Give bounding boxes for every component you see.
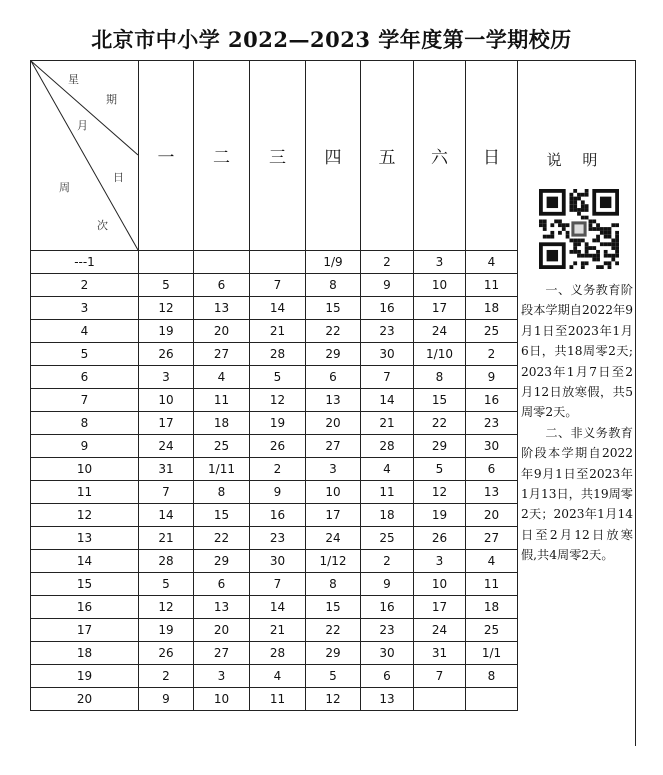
week-number-cell: 9 (31, 435, 139, 458)
page-title: 北京市中小学 2022—2023 学年度第一学期校历 (91, 27, 572, 52)
weekday-header-tue: 二 (194, 61, 250, 251)
table-row (31, 297, 518, 320)
date-cell: 6 (466, 458, 518, 481)
date-cell: 7 (250, 274, 306, 297)
table-row (31, 642, 518, 665)
date-cell: 20 (194, 619, 250, 642)
date-cell: 15 (306, 596, 361, 619)
date-cell: 17 (414, 596, 466, 619)
date-cell: 17 (414, 297, 466, 320)
date-cell: 21 (361, 412, 414, 435)
date-cell: 9 (139, 688, 194, 711)
date-cell: 13 (466, 481, 518, 504)
date-cell: 15 (194, 504, 250, 527)
date-cell (466, 688, 518, 711)
date-cell: 22 (414, 412, 466, 435)
date-cell: 11 (250, 688, 306, 711)
date-cell: 13 (194, 596, 250, 619)
date-cell: 3 (139, 366, 194, 389)
table-row (31, 665, 518, 688)
week-number-cell: 11 (31, 481, 139, 504)
week-number-cell: 4 (31, 320, 139, 343)
table-row (31, 504, 518, 527)
week-number-cell: 8 (31, 412, 139, 435)
weekday-header-sun: 日 (466, 61, 518, 251)
date-cell: 5 (414, 458, 466, 481)
week-number-cell: 13 (31, 527, 139, 550)
corner-label-qi: 期 (106, 93, 117, 106)
date-cell: 29 (306, 642, 361, 665)
week-number-cell: 14 (31, 550, 139, 573)
date-cell: 2 (466, 343, 518, 366)
date-cell: 24 (414, 320, 466, 343)
date-cell: 24 (139, 435, 194, 458)
date-cell: 26 (414, 527, 466, 550)
date-cell: 10 (194, 688, 250, 711)
date-cell: 16 (250, 504, 306, 527)
date-cell: 18 (194, 412, 250, 435)
date-cell: 2 (361, 251, 414, 274)
corner-label-yue: 月 (77, 119, 88, 132)
table-row (31, 596, 518, 619)
weekday-header-fri: 五 (361, 61, 414, 251)
date-cell: 22 (306, 619, 361, 642)
date-cell: 21 (250, 619, 306, 642)
date-cell: 23 (466, 412, 518, 435)
week-number-cell: 7 (31, 389, 139, 412)
date-cell: 11 (361, 481, 414, 504)
date-cell: 4 (361, 458, 414, 481)
date-cell: 25 (466, 619, 518, 642)
date-cell: 1/9 (306, 251, 361, 274)
week-number-cell: 10 (31, 458, 139, 481)
date-cell: 9 (250, 481, 306, 504)
date-cell: 27 (194, 343, 250, 366)
date-cell: 20 (194, 320, 250, 343)
weekday-header-mon: 一 (139, 61, 194, 251)
date-cell: 23 (361, 619, 414, 642)
date-cell: 31 (139, 458, 194, 481)
table-row (31, 389, 518, 412)
date-cell: 27 (194, 642, 250, 665)
date-cell: 2 (139, 665, 194, 688)
date-cell: 14 (361, 389, 414, 412)
week-number-cell: 20 (31, 688, 139, 711)
date-cell: 2 (361, 550, 414, 573)
date-cell: 21 (250, 320, 306, 343)
date-cell: 25 (466, 320, 518, 343)
calendar-table (30, 60, 518, 711)
corner-label-zhou: 周 (59, 181, 70, 194)
date-cell: 5 (306, 665, 361, 688)
date-cell: 10 (139, 389, 194, 412)
notes-title: 说 明 (546, 151, 606, 169)
table-row (31, 320, 518, 343)
date-cell: 27 (306, 435, 361, 458)
date-cell: 1/11 (194, 458, 250, 481)
date-cell: 8 (306, 573, 361, 596)
date-cell: 14 (139, 504, 194, 527)
date-cell: 29 (194, 550, 250, 573)
note-paragraph-non-compulsory: 二、非义务教育阶段本学期自2022年9月1日至2023年1月13日，共19周零2天；2023年1月14日至2月12日放寒假,共4周零2天。 (521, 425, 633, 563)
date-cell: 13 (194, 297, 250, 320)
table-row (31, 343, 518, 366)
date-cell: 20 (466, 504, 518, 527)
date-cell: 20 (306, 412, 361, 435)
date-cell: 10 (306, 481, 361, 504)
week-number-cell: 5 (31, 343, 139, 366)
table-row (31, 527, 518, 550)
date-cell: 30 (250, 550, 306, 573)
date-cell: 30 (466, 435, 518, 458)
date-cell: 10 (414, 573, 466, 596)
date-cell: 7 (414, 665, 466, 688)
date-cell: 5 (139, 274, 194, 297)
date-cell: 5 (139, 573, 194, 596)
note-paragraph-compulsory: 一、义务教育阶段本学期自2022年9月1日至2023年1月6日，共18周零2天;2023年1月7日至2月12日放寒假，共5周零2天。 (521, 283, 633, 420)
date-cell: 17 (139, 412, 194, 435)
date-cell: 4 (250, 665, 306, 688)
date-cell: 27 (466, 527, 518, 550)
weekday-header-sat: 六 (414, 61, 466, 251)
date-cell (414, 688, 466, 711)
date-cell: 1/12 (306, 550, 361, 573)
date-cell: 29 (306, 343, 361, 366)
date-cell: 10 (414, 274, 466, 297)
date-cell: 18 (466, 596, 518, 619)
date-cell: 8 (466, 665, 518, 688)
date-cell: 6 (194, 573, 250, 596)
week-number-cell: 17 (31, 619, 139, 642)
date-cell: 12 (139, 596, 194, 619)
date-cell: 17 (306, 504, 361, 527)
weekday-header-thu: 四 (306, 61, 361, 251)
date-cell: 24 (306, 527, 361, 550)
date-cell: 21 (139, 527, 194, 550)
date-cell: 19 (139, 320, 194, 343)
date-cell: 3 (306, 458, 361, 481)
week-number-cell: 19 (31, 665, 139, 688)
date-cell (194, 251, 250, 274)
date-cell: 25 (194, 435, 250, 458)
date-cell: 18 (466, 297, 518, 320)
date-cell: 28 (250, 343, 306, 366)
date-cell: 26 (139, 642, 194, 665)
date-cell: 9 (466, 366, 518, 389)
date-cell: 11 (466, 274, 518, 297)
week-number-cell: 12 (31, 504, 139, 527)
date-cell: 23 (361, 320, 414, 343)
date-cell: 19 (139, 619, 194, 642)
table-row (31, 550, 518, 573)
corner-label-ri: 日 (113, 171, 124, 184)
date-cell: 14 (250, 297, 306, 320)
weekday-header-wed: 三 (250, 61, 306, 251)
date-cell: 13 (361, 688, 414, 711)
date-cell (139, 251, 194, 274)
date-cell: 19 (414, 504, 466, 527)
date-cell: 3 (414, 251, 466, 274)
date-cell: 30 (361, 343, 414, 366)
date-cell: 24 (414, 619, 466, 642)
date-cell: 14 (250, 596, 306, 619)
table-row (31, 435, 518, 458)
week-number-cell: 16 (31, 596, 139, 619)
date-cell: 2 (250, 458, 306, 481)
date-cell: 25 (361, 527, 414, 550)
date-cell: 23 (250, 527, 306, 550)
date-cell: 7 (361, 366, 414, 389)
date-cell: 4 (194, 366, 250, 389)
date-cell: 6 (306, 366, 361, 389)
date-cell: 5 (250, 366, 306, 389)
week-number-cell: ---1 (31, 251, 139, 274)
corner-label-ci: 次 (97, 219, 108, 232)
date-cell: 9 (361, 274, 414, 297)
date-cell: 31 (414, 642, 466, 665)
date-cell: 8 (414, 366, 466, 389)
date-cell: 22 (306, 320, 361, 343)
corner-label-xing: 星 (68, 73, 79, 86)
date-cell: 11 (466, 573, 518, 596)
table-row (31, 573, 518, 596)
date-cell: 6 (194, 274, 250, 297)
date-cell: 1/10 (414, 343, 466, 366)
date-cell: 12 (306, 688, 361, 711)
qr-code-icon (539, 189, 619, 269)
date-cell: 28 (139, 550, 194, 573)
date-cell: 26 (250, 435, 306, 458)
table-row (31, 274, 518, 297)
date-cell: 3 (194, 665, 250, 688)
corner-cell (31, 61, 139, 251)
date-cell: 18 (361, 504, 414, 527)
week-number-cell: 3 (31, 297, 139, 320)
date-cell (250, 251, 306, 274)
table-row (31, 481, 518, 504)
date-cell: 28 (250, 642, 306, 665)
table-row (31, 688, 518, 711)
date-cell: 12 (414, 481, 466, 504)
table-row (31, 458, 518, 481)
week-number-cell: 2 (31, 274, 139, 297)
date-cell: 22 (194, 527, 250, 550)
calendar-body (31, 251, 518, 711)
notes-panel (517, 60, 636, 746)
calendar-sheet (30, 60, 636, 746)
date-cell: 15 (306, 297, 361, 320)
diagonal-lines (31, 61, 139, 250)
date-cell: 6 (361, 665, 414, 688)
week-number-cell: 6 (31, 366, 139, 389)
date-cell: 11 (194, 389, 250, 412)
date-cell: 16 (361, 297, 414, 320)
week-number-cell: 15 (31, 573, 139, 596)
date-cell: 30 (361, 642, 414, 665)
date-cell: 1/1 (466, 642, 518, 665)
date-cell: 12 (250, 389, 306, 412)
date-cell: 12 (139, 297, 194, 320)
date-cell: 13 (306, 389, 361, 412)
date-cell: 7 (250, 573, 306, 596)
table-row (31, 619, 518, 642)
date-cell: 29 (414, 435, 466, 458)
date-cell: 4 (466, 251, 518, 274)
date-cell: 8 (306, 274, 361, 297)
date-cell: 16 (466, 389, 518, 412)
date-cell: 19 (250, 412, 306, 435)
table-row (31, 366, 518, 389)
date-cell: 16 (361, 596, 414, 619)
header-row (31, 61, 518, 251)
date-cell: 8 (194, 481, 250, 504)
table-row (31, 251, 518, 274)
date-cell: 7 (139, 481, 194, 504)
date-cell: 28 (361, 435, 414, 458)
date-cell: 26 (139, 343, 194, 366)
notes-text (521, 280, 633, 566)
date-cell: 3 (414, 550, 466, 573)
date-cell: 9 (361, 573, 414, 596)
date-cell: 4 (466, 550, 518, 573)
table-row (31, 412, 518, 435)
date-cell: 15 (414, 389, 466, 412)
week-number-cell: 18 (31, 642, 139, 665)
